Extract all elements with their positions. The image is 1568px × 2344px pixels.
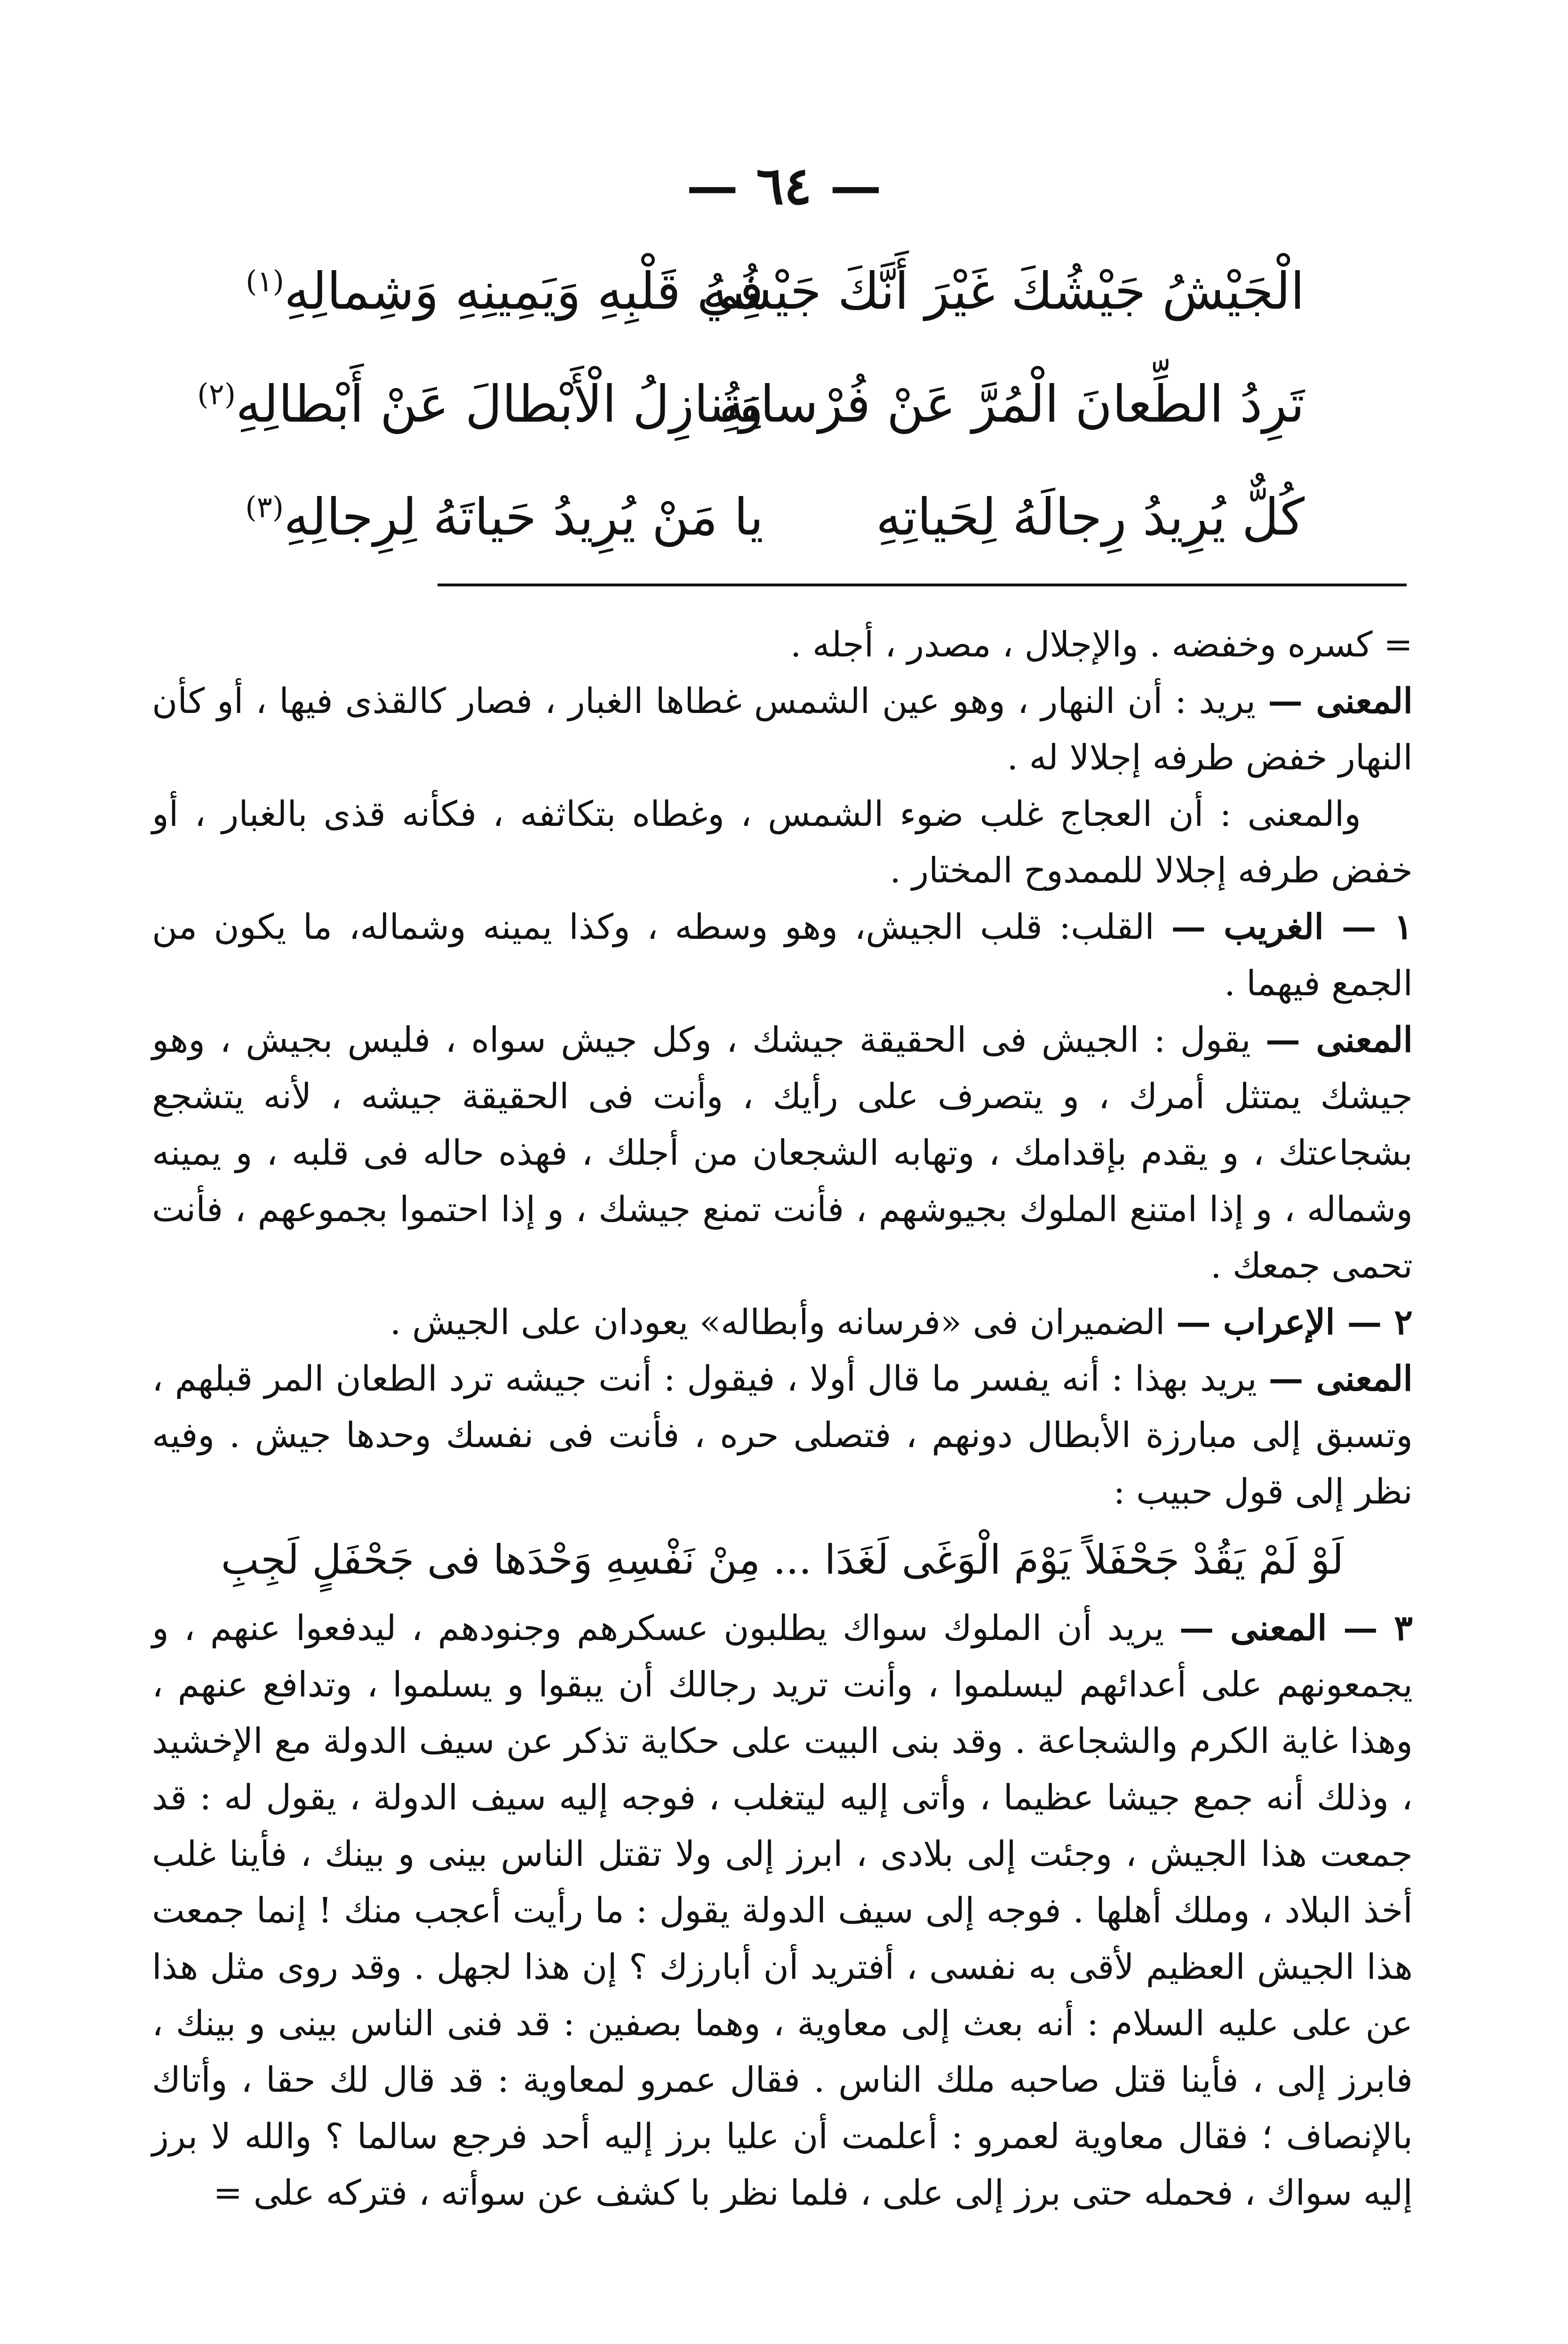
verse-2-first-hemistich: تَرِدُ الطِّعانَ الْمُرَّ عَنْ فُرْسانِهِ — [718, 375, 1305, 434]
verse-3-first-hemistich: كُلٌّ يُرِيدُ رِجالَهُ لِحَياتِهِ — [876, 488, 1305, 547]
verse-2-second-hemistich — [197, 358, 764, 452]
verse-3-second-hemistich — [232, 471, 764, 565]
text-meaning-1: يريد : أن النهار ، وهو عين الشمس غطاها الغبار ، فصار كالقذى فيها ، أو كأن النهار خفض طرفه إجلالا له . — [152, 681, 1413, 778]
text-note-1-meaning: يقول : الجيش فى الحقيقة جيشك ، وكل جيش سواه ، فليس بجيش ، وهو جيشك يمتثل أمرك ، و يتصرف على رأيك ، وأنت فى الحقيقة جيشه ، لأنه يتشجع بشجاعتك ، و يقدم بإقدامك ، وتهابه الشجعان من أجلك ، فهذه حاله فى قلبه ، و يمينه وشماله ، و إذا امتنع الملوك بجيوشهم ، فأنت تمنع جيشك ، و إذا احتموا بجموعهم ، فأنت تحمى جمعك . — [152, 1020, 1413, 1286]
commentary-meaning-2: والمعنى : أن العجاج غلب ضوء الشمس ، وغطاه بتكاثفه ، فكأنه قذى بالغبار ، أو خفض طرفه إجلالا للممدوح المختار . — [152, 794, 1413, 891]
note-3-meaning — [152, 1600, 1413, 2221]
label-meaning: المعنى — — [1268, 681, 1413, 721]
note-2-meaning — [152, 1351, 1413, 1520]
verse-3-second-text: يا مَنْ يُرِيدُ حَياتَهُ لِرِجالِهِ — [284, 488, 764, 547]
verse-1-second-text: فِي قَلْبِهِ وَيَمِينِهِ وَشِمالِهِ — [284, 262, 764, 321]
verse-2 — [197, 358, 1305, 471]
commentary-meaning-1 — [152, 673, 1413, 786]
text-irab: الضميران فى «فرسانه وأبطاله» يعودان على الجيش . — [390, 1302, 1176, 1343]
footnote-marker-3: (٣) — [245, 490, 284, 524]
text-note-3-meaning: يريد أن الملوك سواك يطلبون عسكرهم وجنودهم ، ليدفعوا عنهم ، و يجمعونهم على أعدائهم ليسلموا ، وأنت تريد رجالك أن يبقوا و يسلموا ، وتدافع عنهم ، وهذا غاية الكرم والشجاعة . وقد بنى البيت على حكاية تذكر عن سيف الدولة مع الإخشيد ، وذلك أنه جمع جيشا عظيما ، وأتى إليه ليتغلب ، فوجه إليه سيف الدولة ، يقول له : قد جمعت هذا الجيش ، وجئت إلى بلادى ، ابرز إلى ولا تقتل الناس بينى و بينك ، فأينا غلب أخذ البلاد ، وملك أهلها . فوجه إلى سيف الدولة يقول : ما رأيت أعجب منك ! إنما جمعت هذا الجيش العظيم لأقى به نفسى ، أفتريد أن أبارزك ؟ إن هذا لجهل . وقد روى مثل هذا عن على عليه السلام : أنه بعث إلى معاوية ، وهما بصفين : قد فنى الناس بينى و بينك ، فابرز إلى ، فأينا قتل صاحبه ملك الناس . فقال عمرو لمعاوية : قد قال لك حقا ، وأتاك بالإنصاف ؛ فقال معاوية لعمرو : أعلمت أن عليا برز إليه أحد فرجع سالما ؟ والله لا برز إليه سواك ، فحمله حتى برز إلى على ، فلما نظر با كشف عن سوأته ، فتركه على = — [152, 1608, 1413, 2213]
text-gharib: القلب: قلب الجيش، وهو وسطه ، وكذا يمينه وشماله، ما يكون من الجمع فيهما . — [152, 907, 1413, 1004]
commentary-continuation: = كسره وخفضه . والإجلال ، مصدر ، أجله . — [790, 624, 1413, 665]
label-gharib: ١ — الغريب — — [1171, 907, 1413, 947]
text-note-2-meaning: يريد بهذا : أنه يفسر ما قال أولا ، فيقول : أنت جيشه ترد الطعان المر قبلهم ، وتسبق إلى مبارزة الأبطال دونهم ، فتصلى حره ، فأنت فى نفسك وحدها جيش . وفيه نظر إلى قول حبيب : — [152, 1359, 1413, 1512]
label-irab: ٢ — الإعراب — — [1176, 1302, 1413, 1343]
page-number: — ٦٤ — — [686, 155, 882, 216]
commentary-notes — [152, 616, 1413, 2221]
poem-verses — [197, 245, 1305, 584]
footnote-separator — [438, 584, 1407, 586]
footnote-marker-1: (١) — [246, 264, 284, 298]
note-2-irab — [152, 1294, 1413, 1351]
label-meaning-1: المعنى — — [1265, 1020, 1413, 1060]
footnote-marker-2: (٢) — [197, 377, 236, 411]
note-1-gharib — [152, 899, 1413, 1012]
note-1-meaning — [152, 1012, 1413, 1294]
verse-2-second-text: وَتُنازِلُ الْأَبْطالَ عَنْ أَبْطالِهِ — [236, 375, 764, 434]
label-meaning-2: المعنى — — [1268, 1359, 1413, 1399]
verse-1-second-hemistich — [232, 245, 764, 339]
verse-1-first-hemistich: الْجَيْشُ جَيْشُكَ غَيْرَ أَنَّكَ جَيْشُهُ — [702, 262, 1305, 321]
quoted-verse-habib: لَوْ لَمْ يَقُدْ جَحْفَلاً يَوْمَ الْوَغَى لَغَدَا ... مِنْ نَفْسِهِ وَحْدَها فى جَحْفَلٍ لَجِبِ — [221, 1536, 1344, 1584]
verse-3 — [232, 471, 1305, 584]
verse-1 — [232, 245, 1305, 358]
label-meaning-3: ٣ — المعنى — — [1179, 1608, 1413, 1648]
